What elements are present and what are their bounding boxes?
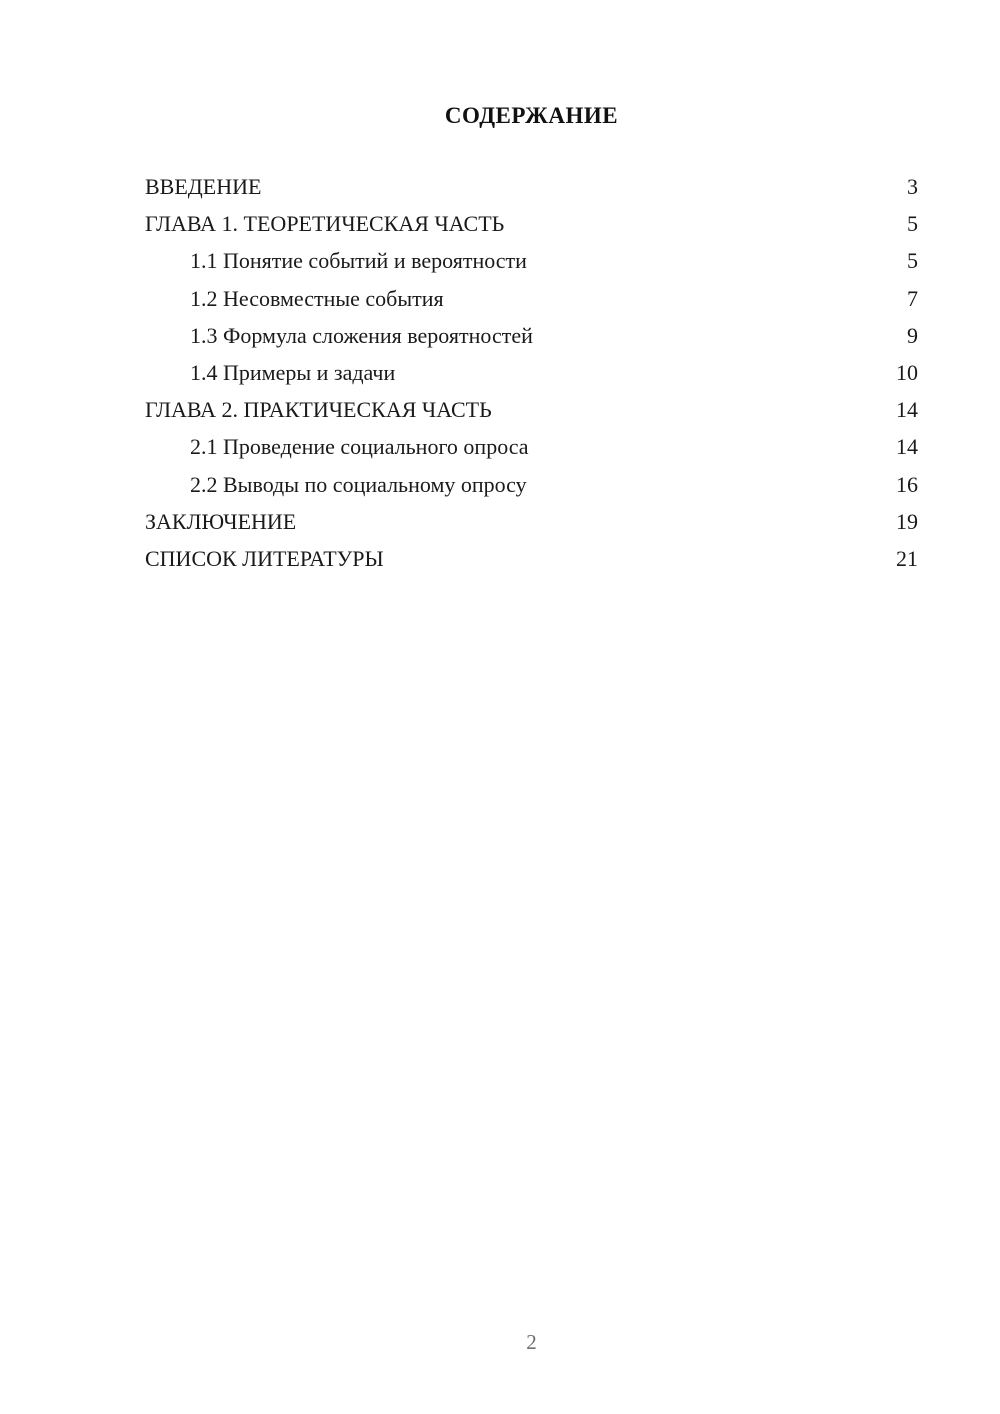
toc-entry-page: 16 [896,471,918,497]
toc-entry-page: 9 [907,322,918,348]
toc-entry-label: 1.4 Примеры и задачи [190,359,396,385]
toc-entry [145,391,918,428]
toc-entry-label: ГЛАВА 2. ПРАКТИЧЕСКАЯ ЧАСТЬ [145,397,492,423]
toc-entry [145,317,918,354]
toc-entry-label: 1.2 Несовместные события [190,285,444,311]
toc-entry-page: 10 [896,359,918,385]
toc-list [145,168,918,577]
toc-entry-label: ВВЕДЕНИЕ [145,174,262,199]
toc-entry [145,466,918,503]
toc-entry-label: СПИСОК ЛИТЕРАТУРЫ [145,545,384,571]
toc-entry-page: 19 [896,508,918,534]
toc-entry [145,205,918,242]
toc-entry-label: 2.2 Выводы по социальному опросу [190,471,527,497]
toc-entry [145,280,918,317]
toc-entry-label: ГЛАВА 1. ТЕОРЕТИЧЕСКАЯ ЧАСТЬ [145,211,505,237]
toc-entry-page: 7 [907,285,918,311]
toc-entry [145,354,918,391]
page-number-footer: 2 [526,1330,537,1354]
toc-entry [145,428,918,465]
toc-entry-label: 1.1 Понятие событий и вероятности [190,248,527,274]
toc-entry-page: 5 [907,211,918,237]
toc-entry-label: 2.1 Проведение социального опроса [190,434,529,460]
toc-entry [145,540,918,577]
toc-entry-page: 3 [907,174,918,199]
toc-entry-page: 14 [896,434,918,460]
toc-title: СОДЕРЖАНИЕ [444,103,619,129]
toc-entry [145,168,918,205]
toc-entry [145,503,918,540]
toc-entry [145,242,918,279]
toc-entry-page: 21 [896,545,918,571]
toc-entry-label: ЗАКЛЮЧЕНИЕ [145,508,297,534]
toc-entry-page: 5 [907,248,918,274]
toc-entry-label: 1.3 Формула сложения вероятностей [190,322,533,348]
toc-entry-page: 14 [896,397,918,423]
